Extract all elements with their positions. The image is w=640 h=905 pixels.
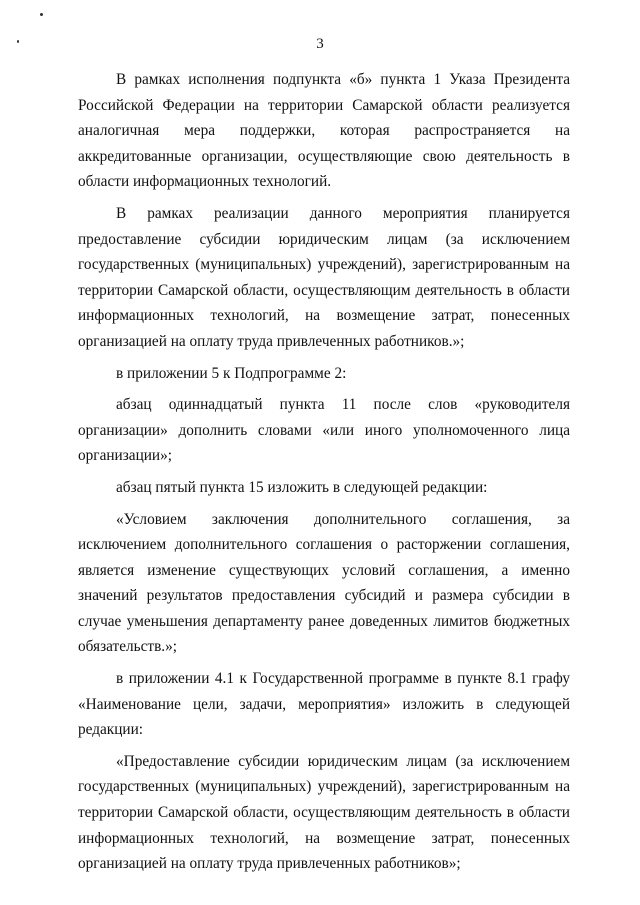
paragraph: абзац пятый пункта 15 изложить в следующей редакции: bbox=[116, 478, 488, 496]
paragraph: В рамках исполнения подпункта «б» пункта 1 Указа Президента Российской Федерации на территории Самарской области реализуется аналогичная мера поддержки, которая распространяется на аккредитованные организации, осуществляющие свою деятельность в области информационных технологий. bbox=[78, 71, 570, 191]
paragraph: абзац одиннадцатый пункта 11 после слов «руководителя организации» дополнить словами «или иного уполномоченного лица организации»; bbox=[78, 396, 570, 465]
scan-speck bbox=[40, 13, 43, 16]
paragraph: «Условием заключения дополнительного соглашения, за исключением дополнительного соглашения о расторжении соглашения, является изменение существующих условий соглашения, а именно значений результатов предоставления субсидий и размера субсидии в случае уменьшения департаменту ранее доведенных лимитов бюджетных обязательств.»; bbox=[78, 510, 570, 656]
paragraph: в приложении 4.1 к Государственной программе в пункте 8.1 графу «Наименование цели, задачи, мероприятия» изложить в следующей редакции: bbox=[78, 670, 570, 739]
paragraph: В рамках реализации данного мероприятия планируется предоставление субсидии юридическим лицам (за исключением государственных (муниципальных) учреждений), зарегистрированным на территории Самарской области, осуществляющим деятельность в области информационных технологий, на возмещение затрат, понесенных организацией на оплату труда привлеченных работников.»; bbox=[78, 204, 570, 350]
document-body bbox=[78, 67, 570, 883]
paragraph: в приложении 5 к Подпрограмме 2: bbox=[116, 364, 347, 382]
page-number: 3 bbox=[316, 36, 324, 52]
paragraph: «Предоставление субсидии юридическим лицам (за исключением государственных (муниципальных) учреждений), зарегистрированным на территории Самарской области, осуществляющим деятельность в области информационных технологий, на возмещение затрат, понесенных организацией на оплату труда привлеченных работников»; bbox=[78, 752, 570, 873]
